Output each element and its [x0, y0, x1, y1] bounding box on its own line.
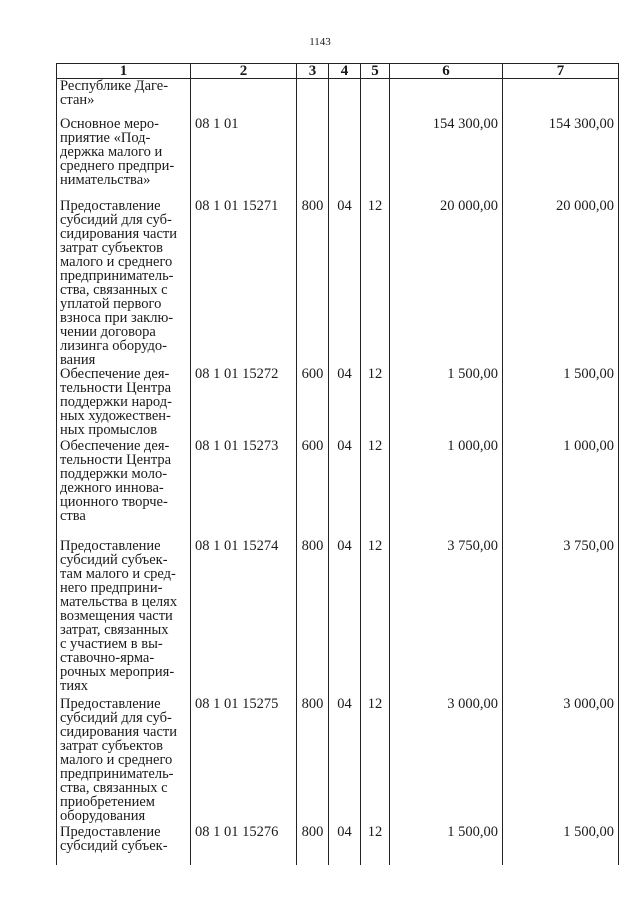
amount-col-7-cell: 1 000,00	[503, 439, 619, 539]
description-line: Предоставление	[60, 695, 161, 712]
description-line: ства, связанных с	[60, 779, 168, 796]
description-line: Республике Даге-	[60, 78, 169, 94]
description-line: поддержки моло-	[60, 465, 168, 482]
description-line: взноса при заклю-	[60, 309, 174, 326]
description-line: с участием в вы-	[60, 635, 163, 652]
description-line: тельности Центра	[60, 379, 172, 396]
description-line: оборудования	[60, 807, 146, 824]
subsection-cell: 12	[361, 199, 390, 367]
amount-col-6-cell: 1 500,00	[390, 825, 503, 865]
amount-col-6-cell: 3 750,00	[390, 539, 503, 697]
description-line: малого и среднего	[60, 751, 173, 768]
description-line: Основное меро-	[60, 115, 159, 132]
amount-col-6-cell	[390, 79, 503, 117]
description-line: Предоставление	[60, 197, 161, 214]
header-row	[57, 64, 619, 79]
section-cell	[329, 117, 361, 199]
header-col-7: 7	[503, 64, 619, 79]
description-line: стан»	[60, 92, 95, 108]
budget-code-cell: 08 1 01	[191, 117, 297, 199]
description-line: сидирования части	[60, 723, 177, 740]
amount-col-7-cell: 3 000,00	[503, 697, 619, 825]
description-line: нимательства»	[60, 171, 151, 188]
description-line: вания	[60, 351, 96, 368]
amount-col-6-cell: 3 000,00	[390, 697, 503, 825]
description-line: субсидий для суб-	[60, 211, 172, 228]
amount-col-7-cell	[503, 79, 619, 117]
section-cell	[329, 79, 361, 117]
header-col-4: 4	[329, 64, 361, 79]
table-row	[57, 79, 619, 117]
description-line: там малого и сред-	[60, 565, 176, 582]
description-line: затрат субъектов	[60, 239, 163, 256]
description-line: возмещения части	[60, 607, 173, 624]
expense-type-cell: 800	[297, 539, 329, 697]
description-line: предприниматель-	[60, 267, 174, 284]
amount-col-6-cell: 1 500,00	[390, 367, 503, 439]
description-line: ных промыслов	[60, 421, 158, 438]
budget-code-cell: 08 1 01 15276	[191, 825, 297, 865]
subsection-cell	[361, 117, 390, 199]
amount-col-7-cell: 154 300,00	[503, 117, 619, 199]
table-row	[57, 367, 619, 439]
description-line: Предоставление	[60, 823, 161, 840]
table-row	[57, 439, 619, 539]
row-description	[57, 825, 191, 865]
description-line: среднего предпри-	[60, 157, 175, 174]
description-line: него предприни-	[60, 579, 163, 596]
expense-type-cell: 600	[297, 439, 329, 539]
header-col-2: 2	[191, 64, 297, 79]
description-line: Обеспечение дея-	[60, 365, 170, 382]
header-col-6: 6	[390, 64, 503, 79]
description-line: затрат субъектов	[60, 737, 163, 754]
amount-col-6-cell: 1 000,00	[390, 439, 503, 539]
amount-col-6-cell: 154 300,00	[390, 117, 503, 199]
amount-col-7-cell: 3 750,00	[503, 539, 619, 697]
table-row	[57, 199, 619, 367]
amount-col-7-cell: 20 000,00	[503, 199, 619, 367]
table-row	[57, 825, 619, 865]
header-col-1: 1	[57, 64, 191, 79]
table-row	[57, 697, 619, 825]
subsection-cell: 12	[361, 367, 390, 439]
subsection-cell: 12	[361, 697, 390, 825]
row-description	[57, 199, 191, 367]
description-line: дежного иннова-	[60, 479, 164, 496]
budget-code-cell: 08 1 01 15272	[191, 367, 297, 439]
description-line: малого и среднего	[60, 253, 173, 270]
expense-type-cell	[297, 117, 329, 199]
description-line: держка малого и	[60, 143, 163, 160]
row-description	[57, 79, 191, 117]
description-line: субсидий субъек-	[60, 551, 168, 568]
description-line: сидирования части	[60, 225, 177, 242]
expense-type-cell: 800	[297, 697, 329, 825]
description-line: Предоставление	[60, 537, 161, 554]
description-line: затрат, связанных	[60, 621, 169, 638]
page-number: 1143	[309, 36, 331, 48]
row-description	[57, 697, 191, 825]
description-line: предприниматель-	[60, 765, 174, 782]
header-col-5: 5	[361, 64, 390, 79]
row-description	[57, 117, 191, 199]
section-cell: 04	[329, 825, 361, 865]
description-line: Обеспечение дея-	[60, 437, 170, 454]
budget-code-cell: 08 1 01 15273	[191, 439, 297, 539]
row-description	[57, 539, 191, 697]
description-line: субсидий для суб-	[60, 709, 172, 726]
description-line: тиях	[60, 677, 89, 694]
description-line: лизинга оборудо-	[60, 337, 167, 354]
subsection-cell: 12	[361, 825, 390, 865]
row-description	[57, 439, 191, 539]
amount-col-6-cell: 20 000,00	[390, 199, 503, 367]
description-line: субсидий субъек-	[60, 837, 168, 854]
description-line: ционного творче-	[60, 493, 168, 510]
description-line: ных художествен-	[60, 407, 171, 424]
header-col-3: 3	[297, 64, 329, 79]
description-line: тельности Центра	[60, 451, 172, 468]
description-line: уплатой первого	[60, 295, 162, 312]
description-line: ства, связанных с	[60, 281, 168, 298]
description-line: поддержки народ-	[60, 393, 172, 410]
description-line: рочных мероприя-	[60, 663, 175, 680]
expense-type-cell: 800	[297, 825, 329, 865]
subsection-cell: 12	[361, 439, 390, 539]
section-cell: 04	[329, 539, 361, 697]
table-row	[57, 539, 619, 697]
subsection-cell: 12	[361, 539, 390, 697]
section-cell: 04	[329, 199, 361, 367]
description-line: приобретением	[60, 793, 155, 810]
description-line: мательства в целях	[60, 593, 178, 610]
subsection-cell	[361, 79, 390, 117]
description-line: чении договора	[60, 323, 156, 340]
description-line: ства	[60, 507, 86, 524]
budget-code-cell: 08 1 01 15274	[191, 539, 297, 697]
budget-table	[56, 63, 619, 865]
row-description	[57, 367, 191, 439]
expense-type-cell: 600	[297, 367, 329, 439]
section-cell: 04	[329, 439, 361, 539]
amount-col-7-cell: 1 500,00	[503, 825, 619, 865]
description-line: ставочно-ярма-	[60, 649, 155, 666]
budget-code-cell: 08 1 01 15271	[191, 199, 297, 367]
budget-code-cell	[191, 79, 297, 117]
table-row	[57, 117, 619, 199]
expense-type-cell	[297, 79, 329, 117]
budget-code-cell: 08 1 01 15275	[191, 697, 297, 825]
expense-type-cell: 800	[297, 199, 329, 367]
section-cell: 04	[329, 697, 361, 825]
amount-col-7-cell: 1 500,00	[503, 367, 619, 439]
description-line: приятие «Под-	[60, 129, 151, 146]
section-cell: 04	[329, 367, 361, 439]
